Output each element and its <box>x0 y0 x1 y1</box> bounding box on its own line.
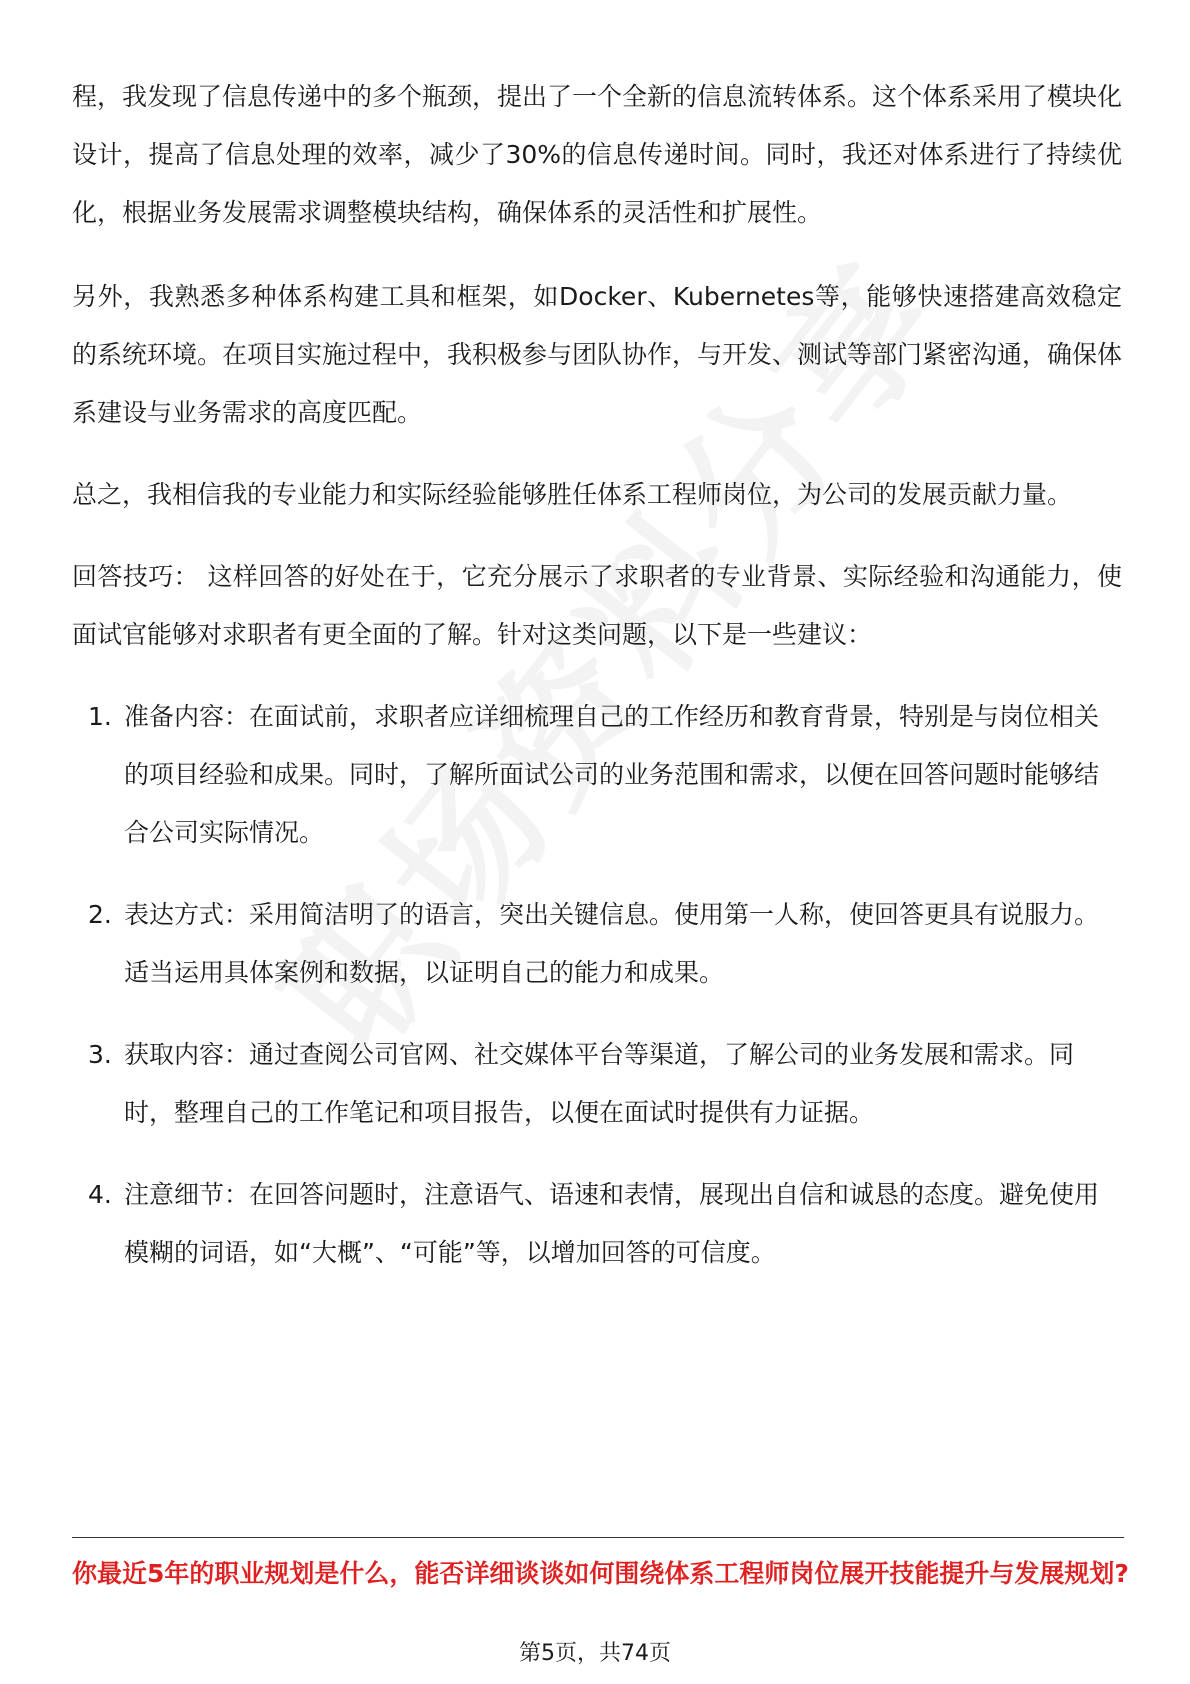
list-item <box>72 688 1122 862</box>
next-question-heading: 你最近5年的职业规划是什么，能否详细谈谈如何围绕体系工程师岗位展开技能提升与发展规划? <box>72 1559 1129 1588</box>
list-item-text: 准备内容：在面试前，求职者应详细梳理自己的工作经历和教育背景，特别是与岗位相关的项目经验和成果。同时，了解所面试公司的业务范围和需求，以便在回答问题时能够结合公司实际情况。 <box>124 702 1100 847</box>
list-item <box>72 1026 1122 1142</box>
paragraph-tools: 另外，我熟悉多种体系构建工具和框架，如Docker、Kubernetes等，能够快速搭建高效稳定的系统环境。在项目实施过程中，我积极参与团队协作，与开发、测试等部门紧密沟通，确保体系建设与业务需求的高度匹配。 <box>72 282 1123 427</box>
list-item-number: 2. <box>88 900 112 929</box>
paragraph-answer-tips: 回答技巧： 这样回答的好处在于，它充分展示了求职者的专业背景、实际经验和沟通能力，使面试官能够对求职者有更全面的了解。针对这类问题，以下是一些建议： <box>72 562 1122 649</box>
tips-list <box>72 688 1122 1282</box>
list-item-text: 注意细节：在回答问题时，注意语气、语速和表情，展现出自信和诚恳的态度。避免使用模糊的词语，如“大概”、“可能”等，以增加回答的可信度。 <box>124 1180 1100 1267</box>
list-item <box>72 1166 1122 1282</box>
section-divider <box>72 1537 1124 1538</box>
document-body <box>72 68 1122 1306</box>
page-number-footer: 第5页，共74页 <box>519 1641 671 1666</box>
list-item <box>72 886 1122 1002</box>
paragraph-summary: 总之，我相信我的专业能力和实际经验能够胜任体系工程师岗位，为公司的发展贡献力量。 <box>72 480 1073 509</box>
list-item-text: 获取内容：通过查阅公司官网、社交媒体平台等渠道，了解公司的业务发展和需求。同时，整理自己的工作笔记和项目报告，以便在面试时提供有力证据。 <box>124 1040 1075 1127</box>
paragraph-continuation: 程，我发现了信息传递中的多个瓶颈，提出了一个全新的信息流转体系。这个体系采用了模块化设计，提高了信息处理的效率，减少了30%的信息传递时间。同时，我还对体系进行了持续优化，根据业务发展需求调整模块结构，确保体系的灵活性和扩展性。 <box>72 82 1123 227</box>
list-item-text: 表达方式：采用简洁明了的语言，突出关键信息。使用第一人称，使回答更具有说服力。适当运用具体案例和数据，以证明自己的能力和成果。 <box>124 900 1100 987</box>
list-item-number: 4. <box>88 1180 112 1209</box>
list-item-number: 1. <box>88 702 112 731</box>
list-item-number: 3. <box>88 1040 112 1069</box>
